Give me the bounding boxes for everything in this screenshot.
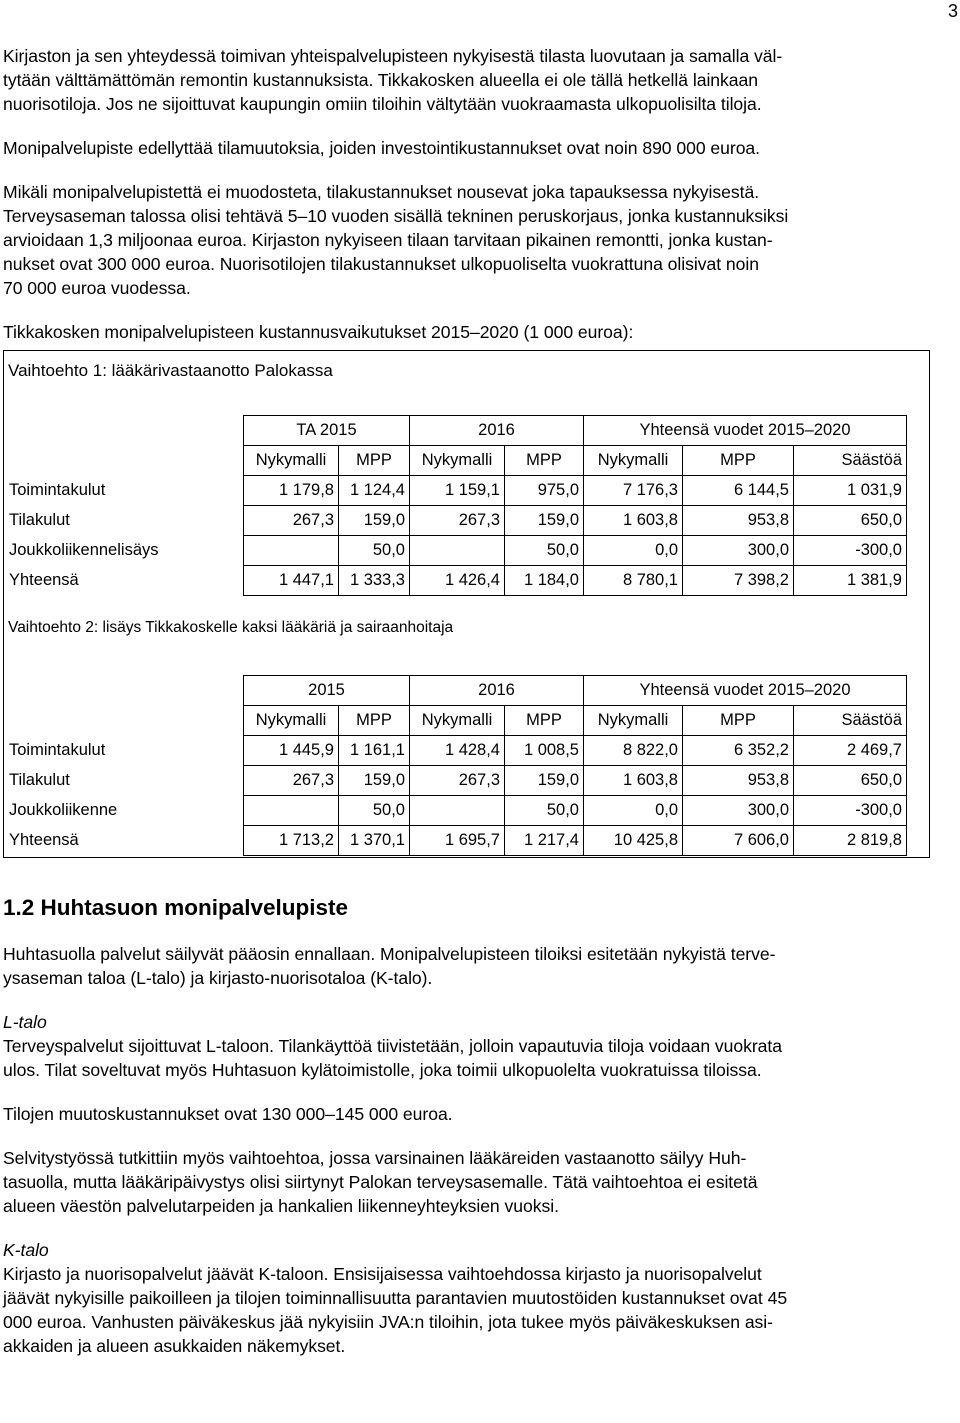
group-header: 2016 bbox=[410, 416, 584, 446]
text-line: Terveyspalvelut sijoittuvat L-taloon. Tilankäyttöä tiivistetään, jolloin vapautuvia tiloja voidaan vuokrata bbox=[3, 1036, 782, 1056]
paragraph-huhtasuo-intro bbox=[3, 942, 953, 990]
text-line: 70 000 euroa vuodessa. bbox=[3, 278, 191, 298]
table-cell: 267,3 bbox=[410, 506, 505, 536]
table-cell: 1 426,4 bbox=[410, 566, 505, 596]
paragraph-l-talo bbox=[3, 1010, 953, 1082]
table-cell: 1 447,1 bbox=[244, 566, 339, 596]
table-cell: 267,3 bbox=[244, 766, 339, 796]
table-cell: 650,0 bbox=[794, 506, 907, 536]
table-cell: 7 606,0 bbox=[683, 826, 794, 856]
table-cell: 50,0 bbox=[505, 536, 584, 566]
text-line: jäävät nykyisille paikoilleen ja tilojen toiminnallisuutta parantavien muutostöiden kustannukset ovat 45 bbox=[3, 1288, 788, 1308]
row-label: Tilakulut bbox=[9, 771, 70, 789]
column-header: Nykymalli bbox=[410, 706, 505, 736]
table-cell: 1 179,8 bbox=[244, 476, 339, 506]
text-line: Tikkakosken monipalvelupisteen kustannusvaikutukset 2015–2020 (1 000 euroa): bbox=[3, 322, 634, 342]
text-line: Kirjasto ja nuorisopalvelut jäävät K-taloon. Ensisijaisessa vaihtoehdossa kirjasto ja nuorisopalvelut bbox=[3, 1264, 762, 1284]
table-cell: 1 333,3 bbox=[339, 566, 410, 596]
column-header: MPP bbox=[505, 446, 584, 476]
table-cell bbox=[244, 796, 339, 826]
row-label: Yhteensä bbox=[9, 831, 79, 849]
table-cell: 1 713,2 bbox=[244, 826, 339, 856]
row-label: Yhteensä bbox=[9, 571, 79, 589]
table-cell: 1 695,7 bbox=[410, 826, 505, 856]
table-cell: 8 822,0 bbox=[584, 736, 683, 766]
table-row bbox=[5, 476, 907, 506]
text-line: Monipalvelupiste edellyttää tilamuutoksia, joiden investointikustannukset ovat noin 890 000 euroa. bbox=[3, 138, 761, 158]
table-cell: 7 176,3 bbox=[584, 476, 683, 506]
table-cell: 267,3 bbox=[410, 766, 505, 796]
table-cell bbox=[410, 796, 505, 826]
table-cell: 1 217,4 bbox=[505, 826, 584, 856]
table-cell: 1 603,8 bbox=[584, 766, 683, 796]
text-line: ulos. Tilat soveltuvat myös Huhtasuon kylätoimistolle, joka toimii ulkopuolelta vuokratuissa tiloissa. bbox=[3, 1060, 762, 1080]
table-row bbox=[5, 566, 907, 596]
text-line: ysaseman taloa (L-talo) ja kirjasto-nuorisotaloa (K-talo). bbox=[3, 968, 433, 988]
column-header: Nykymalli bbox=[410, 446, 505, 476]
table-cell: 159,0 bbox=[339, 506, 410, 536]
text-line: Selvitystyössä tutkittiin myös vaihtoehtoa, jossa varsinainen lääkäreiden vastaanotto säilyy Huh- bbox=[3, 1148, 747, 1168]
text-line: tasuolla, mutta lääkäripäivystys olisi siirtynyt Palokan terveysasemalle. Tätä vaihtoehtoa ei esitetä bbox=[3, 1172, 758, 1192]
table-cell: 267,3 bbox=[244, 506, 339, 536]
subheading-k-talo: K-talo bbox=[3, 1240, 49, 1260]
cost-table-option-2 bbox=[5, 675, 907, 856]
table-cell: 50,0 bbox=[339, 536, 410, 566]
table-cell: 1 370,1 bbox=[339, 826, 410, 856]
page-number: 3 bbox=[947, 1, 958, 21]
group-header: Yhteensä vuodet 2015–2020 bbox=[584, 416, 907, 446]
table-intro bbox=[3, 320, 953, 344]
table-cell: 1 031,9 bbox=[794, 476, 907, 506]
column-header: Nykymalli bbox=[244, 446, 339, 476]
row-label: Joukkoliikenne bbox=[9, 801, 118, 819]
column-header: Säästöä bbox=[794, 706, 907, 736]
group-header: 2016 bbox=[410, 676, 584, 706]
column-header: MPP bbox=[683, 706, 794, 736]
table-cell: 1 008,5 bbox=[505, 736, 584, 766]
column-header: MPP bbox=[505, 706, 584, 736]
table-cell: 6 352,2 bbox=[683, 736, 794, 766]
table-cell: 6 144,5 bbox=[683, 476, 794, 506]
paragraph-k-talo bbox=[3, 1238, 953, 1358]
table-cell: 650,0 bbox=[794, 766, 907, 796]
table-cell: 1 159,1 bbox=[410, 476, 505, 506]
table-cell: 300,0 bbox=[683, 796, 794, 826]
table-cell: 1 124,4 bbox=[339, 476, 410, 506]
text-line: akkaiden ja alueen asukkaiden näkemykset. bbox=[3, 1336, 346, 1356]
section-heading: 1.2 Huhtasuon monipalvelupiste bbox=[3, 895, 349, 920]
cost-table-option-1 bbox=[3, 350, 930, 858]
table-cell: 159,0 bbox=[505, 766, 584, 796]
group-header: 2015 bbox=[244, 676, 410, 706]
group-header: TA 2015 bbox=[244, 416, 410, 446]
table-cell: 1 428,4 bbox=[410, 736, 505, 766]
text-line: Tilojen muutoskustannukset ovat 130 000–145 000 euroa. bbox=[3, 1104, 453, 1124]
document-body bbox=[3, 44, 953, 1358]
table-cell: 300,0 bbox=[683, 536, 794, 566]
table-cell bbox=[410, 536, 505, 566]
paragraph-conversion-costs bbox=[3, 1102, 953, 1126]
column-header: MPP bbox=[683, 446, 794, 476]
text-line: tytään välttämättömän remontin kustannuksista. Tikkakosken alueella ei ole tällä hetkellä lainkaan bbox=[3, 70, 758, 90]
table-row bbox=[5, 736, 907, 766]
table-cell: 1 603,8 bbox=[584, 506, 683, 536]
table-cell: 159,0 bbox=[339, 766, 410, 796]
table-cell: 2 819,8 bbox=[794, 826, 907, 856]
text-line: Huhtasuolla palvelut säilyvät pääosin ennallaan. Monipalvelupisteen tiloiksi esitetään nykyistä terve- bbox=[3, 944, 776, 964]
table-row bbox=[5, 766, 907, 796]
row-label: Toimintakulut bbox=[9, 741, 106, 759]
table-row bbox=[5, 826, 907, 856]
column-header: Nykymalli bbox=[584, 446, 683, 476]
table-cell: 953,8 bbox=[683, 766, 794, 796]
table-cell: 1 381,9 bbox=[794, 566, 907, 596]
table-caption: Vaihtoehto 2: lisäys Tikkakoskelle kaksi lääkäriä ja sairaanhoitaja bbox=[8, 619, 454, 636]
table-cell: 50,0 bbox=[339, 796, 410, 826]
table-cell: 50,0 bbox=[505, 796, 584, 826]
text-line: alueen väestön palvelutarpeiden ja hankalien liikenneyhteyksien vuoksi. bbox=[3, 1196, 559, 1216]
text-line: arvioidaan 1,3 miljoonaa euroa. Kirjaston nykyiseen tilaan tarvitaan pikainen remontti, jonka kustan- bbox=[3, 230, 773, 250]
table-cell: 159,0 bbox=[505, 506, 584, 536]
table-cell: 1 445,9 bbox=[244, 736, 339, 766]
table-row bbox=[5, 506, 907, 536]
paragraph-study-alternative bbox=[3, 1146, 953, 1218]
paragraph-library-intro bbox=[3, 44, 953, 116]
table-cell: 7 398,2 bbox=[683, 566, 794, 596]
text-line: Mikäli monipalvelupistettä ei muodosteta, tilakustannukset nousevat joka tapauksessa nykyisestä. bbox=[3, 182, 760, 202]
table-cell: 1 161,1 bbox=[339, 736, 410, 766]
table-cell: -300,0 bbox=[794, 536, 907, 566]
table-cell: 0,0 bbox=[584, 536, 683, 566]
table-cell: 0,0 bbox=[584, 796, 683, 826]
table-row bbox=[5, 536, 907, 566]
text-line: Kirjaston ja sen yhteydessä toimivan yhteispalvelupisteen nykyisestä tilasta luovutaan ja samalla väl- bbox=[3, 46, 783, 66]
text-line: nukset ovat 300 000 euroa. Nuorisotilojen tilakustannukset ulkopuoliselta vuokrattuna olisivat noin bbox=[3, 254, 759, 274]
subheading-l-talo: L-talo bbox=[3, 1012, 47, 1032]
text-line: nuorisotiloja. Jos ne sijoittuvat kaupungin omiin tiloihin vältytään vuokraamasta ulkopuolisilta tiloja. bbox=[3, 94, 762, 114]
column-header: MPP bbox=[339, 706, 410, 736]
table-caption: Vaihtoehto 1: lääkärivastaanotto Palokassa bbox=[8, 361, 333, 380]
table-cell: 1 184,0 bbox=[505, 566, 584, 596]
table-cell bbox=[244, 536, 339, 566]
table-cell: 10 425,8 bbox=[584, 826, 683, 856]
cost-table bbox=[5, 415, 907, 596]
paragraph-investment bbox=[3, 136, 953, 160]
column-header: Nykymalli bbox=[244, 706, 339, 736]
paragraph-alternative-costs bbox=[3, 180, 953, 300]
table-cell: 8 780,1 bbox=[584, 566, 683, 596]
column-header: Säästöä bbox=[794, 446, 907, 476]
table-cell: 2 469,7 bbox=[794, 736, 907, 766]
table-cell: 953,8 bbox=[683, 506, 794, 536]
table-cell: 975,0 bbox=[505, 476, 584, 506]
text-line: 000 euroa. Vanhusten päiväkeskus jää nykyisiin JVA:n tiloihin, jota tukee myös päiväkeskuksen asi- bbox=[3, 1312, 773, 1332]
column-header: Nykymalli bbox=[584, 706, 683, 736]
group-header: Yhteensä vuodet 2015–2020 bbox=[584, 676, 907, 706]
table-cell: -300,0 bbox=[794, 796, 907, 826]
row-label: Joukkoliikennelisäys bbox=[9, 541, 159, 559]
text-line: Terveysaseman talossa olisi tehtävä 5–10 vuoden sisällä tekninen peruskorjaus, jonka kustannuksiksi bbox=[3, 206, 789, 226]
column-header: MPP bbox=[339, 446, 410, 476]
table-row bbox=[5, 796, 907, 826]
row-label: Tilakulut bbox=[9, 511, 70, 529]
row-label: Toimintakulut bbox=[9, 481, 106, 499]
